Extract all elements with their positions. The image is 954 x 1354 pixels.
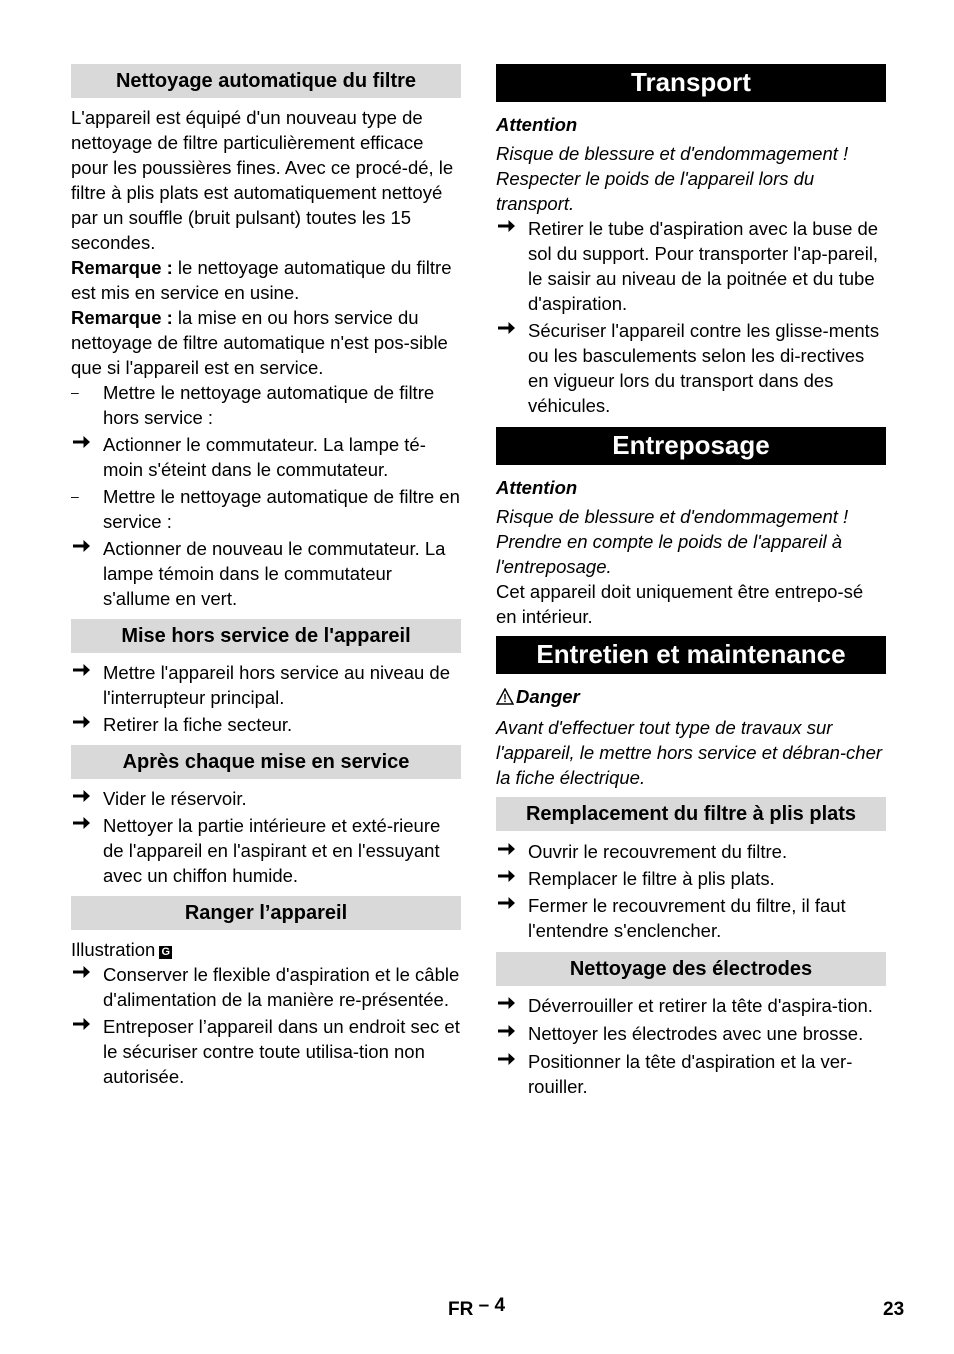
step-item <box>71 536 461 611</box>
step-item <box>71 813 461 888</box>
heading-auto-filter-cleaning: Nettoyage automatique du filtre <box>71 64 461 98</box>
attention-label: Attention <box>496 477 578 498</box>
warning-text: Risque de blessure et d'endommagement ! Prendre en compte le poids de l'appareil à l'entreposage. <box>496 506 849 577</box>
illustration-ref-box: G <box>159 946 172 959</box>
warning-text: Risque de blessure et d'endommagement ! Respecter le poids de l'appareil lors du transport. <box>496 143 849 214</box>
step-item <box>496 318 886 418</box>
right-arrow-icon <box>498 1049 524 1075</box>
right-arrow-icon <box>498 893 524 919</box>
right-arrow-icon <box>498 993 524 1019</box>
heading-shutdown: Mise hors service de l'appareil <box>71 619 461 653</box>
step-text: Remplacer le filtre à plis plats. <box>528 868 775 889</box>
dash-bullet: – <box>71 488 79 504</box>
right-arrow-icon <box>498 866 524 892</box>
heading-maintenance: Entretien et maintenance <box>496 636 886 674</box>
right-arrow-icon <box>498 318 524 344</box>
step-text: Vider le réservoir. <box>103 788 247 809</box>
step-item <box>496 993 886 1018</box>
right-arrow-icon <box>73 432 99 458</box>
step-item <box>496 1049 886 1099</box>
step-text: Mettre le nettoyage automatique de filtre en service : <box>103 486 460 532</box>
heading-electrodes: Nettoyage des électrodes <box>496 952 886 986</box>
right-arrow-icon <box>498 1021 524 1047</box>
step-item <box>71 712 461 737</box>
right-arrow-icon <box>73 813 99 839</box>
heading-after-use: Après chaque mise en service <box>71 745 461 779</box>
illustration-ref <box>71 937 461 962</box>
step-item <box>496 1021 886 1046</box>
footer-section <box>448 1295 506 1321</box>
dash-item <box>71 380 461 430</box>
step-text: Mettre le nettoyage automatique de filtre hors service : <box>103 382 435 428</box>
right-arrow-icon <box>73 1014 99 1040</box>
note-1 <box>71 255 461 305</box>
right-arrow-icon <box>73 536 99 562</box>
step-text: Ouvrir le recouvrement du filtre. <box>528 841 788 862</box>
illustration-label: Illustration <box>71 939 156 960</box>
right-arrow-icon <box>73 786 99 812</box>
step-item <box>71 432 461 482</box>
step-item <box>71 660 461 710</box>
warning-text: Avant d'effectuer tout type de travaux sur l'appareil, le mettre hors service et débran-cher la fiche électrique. <box>496 717 883 788</box>
step-item <box>71 1014 461 1089</box>
page-number: 23 <box>883 1299 905 1320</box>
footer-lang: FR <box>448 1299 474 1320</box>
right-arrow-icon <box>73 962 99 988</box>
step-text: Mettre l'appareil hors service au niveau de l'interrupteur principal. <box>103 662 450 708</box>
heading-store-device: Ranger l’appareil <box>71 896 461 930</box>
note-label: Remarque : <box>71 257 173 278</box>
attention-label: Attention <box>496 114 578 135</box>
step-item <box>71 962 461 1012</box>
heading-transport: Transport <box>496 64 886 102</box>
step-item <box>496 893 886 943</box>
step-text: Retirer le tube d'aspiration avec la buse de sol du support. Pour transporter l'ap-pareil, le saisir au niveau de la poitnée et du tube d'aspiration. <box>528 218 879 314</box>
step-text: Actionner le commutateur. La lampe té-moin s'éteint dans le commutateur. <box>103 434 426 480</box>
right-column <box>496 64 886 1099</box>
right-arrow-icon <box>73 660 99 686</box>
step-item <box>496 866 886 891</box>
note-text: la mise en ou hors service du nettoyage de filtre automatique n'est pos-sible que si l'appareil est en service. <box>71 307 448 378</box>
note-2 <box>71 305 461 380</box>
step-item <box>496 216 886 316</box>
warning-triangle-icon <box>496 686 516 711</box>
left-column <box>71 64 461 1089</box>
step-text: Nettoyer les électrodes avec une brosse. <box>528 1023 864 1044</box>
right-arrow-icon <box>498 216 524 242</box>
right-arrow-icon <box>73 712 99 738</box>
heading-filter-replacement: Remplacement du filtre à plis plats <box>496 797 886 831</box>
heading-storage: Entreposage <box>496 427 886 465</box>
note-label: Remarque : <box>71 307 173 328</box>
danger-label <box>496 684 886 711</box>
paragraph-intro: L'appareil est équipé d'un nouveau type de nettoyage de filtre particulièrement efficace pour les poussières fines. Avec ce procé-dé, le filtre à plis plats est automatiquement nettoyé par un souffle (bruit pulsant) toutes les 15 secondes. <box>71 107 454 253</box>
step-item <box>71 786 461 811</box>
step-text: Déverrouiller et retirer la tête d'aspira-tion. <box>528 995 873 1016</box>
storage-text: Cet appareil doit uniquement être entrepo-sé en intérieur. <box>496 581 864 627</box>
danger-text: Danger <box>516 686 580 707</box>
dash-item <box>71 484 461 534</box>
dash-bullet: – <box>71 384 79 400</box>
footer-dash: – <box>478 1295 490 1316</box>
step-text: Sécuriser l'appareil contre les glisse-ments ou les basculements selon les di-rectives en vigueur lors du transport dans des véhicules. <box>528 320 880 416</box>
step-text: Fermer le recouvrement du filtre, il faut l'entendre s'enclencher. <box>528 895 846 941</box>
right-arrow-icon <box>498 839 524 865</box>
step-text: Actionner de nouveau le commutateur. La lampe témoin dans le commutateur s'allume en vert. <box>103 538 446 609</box>
footer-section-page: 4 <box>494 1295 506 1316</box>
step-item <box>496 839 886 864</box>
step-text: Retirer la fiche secteur. <box>103 714 293 735</box>
step-text: Conserver le flexible d'aspiration et le câble d'alimentation de la manière re-présentée. <box>103 964 460 1010</box>
note-text: le nettoyage automatique du filtre est mis en service en usine. <box>71 257 452 303</box>
step-text: Entreposer l’appareil dans un endroit sec et le sécuriser contre toute utilisa-tion non autorisée. <box>103 1016 460 1087</box>
step-text: Positionner la tête d'aspiration et la ver-rouiller. <box>528 1051 853 1097</box>
step-text: Nettoyer la partie intérieure et exté-rieure de l'appareil en l'aspirant et en l'essuyant avec un chiffon humide. <box>103 815 441 886</box>
